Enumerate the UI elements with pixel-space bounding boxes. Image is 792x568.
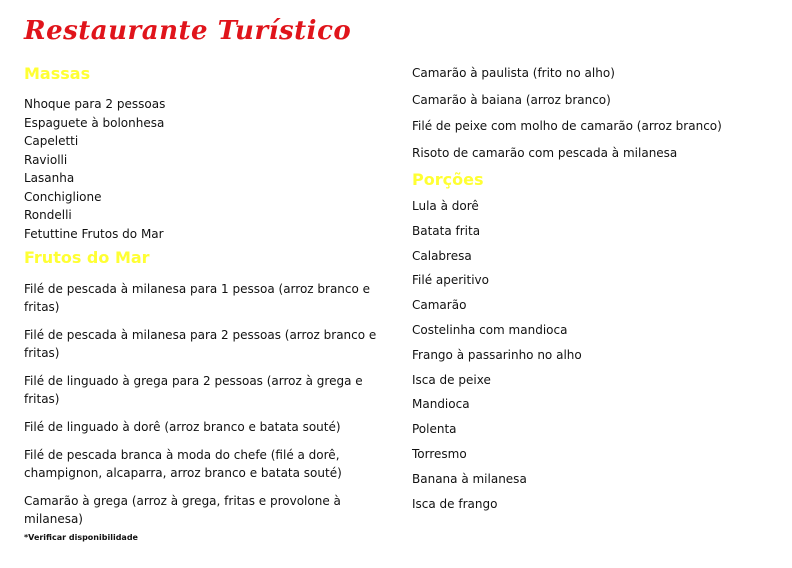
menu-item: Mandioca [412, 397, 470, 412]
menu-item [24, 418, 384, 436]
porcoes-heading: Porções [412, 170, 484, 189]
menu-item: Capeletti [24, 134, 79, 148]
porcoes-section [412, 170, 782, 513]
menu-item: Filé de peixe com molho de camarão (arroz branco) [412, 119, 722, 133]
menu-item [24, 492, 384, 528]
menu-item: Batata frita [412, 223, 481, 238]
right-column [412, 64, 782, 519]
menu-item-line: fritas) [24, 300, 60, 314]
frutos-do-mar-heading: Frutos do Mar [24, 248, 150, 267]
menu-item: Lula à dorê [412, 199, 479, 213]
massas-list [24, 95, 384, 243]
menu-item: Risoto de camarão com pescada à milanesa [412, 145, 678, 160]
availability-note: *Verificar disponibilidade [24, 533, 138, 542]
frutos-do-mar-continued-list [412, 64, 782, 162]
menu-item: Isca de frango [412, 496, 498, 511]
menu-item [24, 280, 384, 316]
menu-item: Rondelli [24, 208, 72, 222]
menu-item-line: Filé de pescada branca à moda do chefe (filé a dorê, [24, 448, 340, 462]
menu-item [24, 372, 384, 408]
menu-item-line: Filé de linguado à dorê (arroz branco e batata souté) [24, 420, 341, 434]
menu-item: Camarão à paulista (frito no alho) [412, 66, 615, 80]
menu-item: Lasanha [24, 171, 75, 185]
menu-item: Camarão [412, 298, 467, 313]
menu-item: Camarão à baiana (arroz branco) [412, 92, 611, 107]
menu-item: Isca de peixe [412, 372, 491, 387]
menu-item-line: Filé de pescada à milanesa para 1 pessoa (arroz branco e [24, 282, 371, 296]
menu-item-line: Filé de linguado à grega para 2 pessoas (arroz à grega e [24, 374, 363, 388]
menu-item: Polenta [412, 422, 457, 437]
frutos-do-mar-section [24, 248, 384, 528]
menu-item-line: milanesa) [24, 512, 83, 526]
menu-item: Calabresa [412, 248, 472, 263]
menu-item: Conchiglione [24, 189, 102, 204]
menu-item: Torresmo [412, 446, 467, 461]
menu-item-line: fritas) [24, 346, 60, 360]
menu-item-line: Filé de pescada à milanesa para 2 pessoas (arroz branco e [24, 328, 377, 342]
menu-item [24, 326, 384, 362]
massas-heading: Massas [24, 64, 91, 83]
menu-item: Frango à passarinho no alho [412, 347, 582, 362]
menu-item: Filé aperitivo [412, 273, 489, 288]
menu-item: Fetuttine Frutos do Mar [24, 226, 164, 241]
left-column [24, 64, 384, 538]
menu-item: Raviolli [24, 152, 68, 167]
menu-item-line: fritas) [24, 392, 60, 406]
restaurant-title: Restaurante Turístico [24, 16, 352, 46]
porcoes-list [412, 197, 782, 513]
menu-item-line: champignon, alcaparra, arroz branco e batata souté) [24, 466, 342, 480]
massas-section [24, 64, 384, 243]
menu-item-line: Camarão à grega (arroz à grega, fritas e provolone à [24, 494, 341, 508]
menu-item: Costelinha com mandioca [412, 322, 568, 337]
frutos-do-mar-list [24, 280, 384, 528]
menu-item [24, 446, 384, 482]
menu-item: Espaguete à bolonhesa [24, 115, 165, 130]
menu-item: Nhoque para 2 pessoas [24, 97, 166, 111]
menu-item: Banana à milanesa [412, 471, 527, 486]
